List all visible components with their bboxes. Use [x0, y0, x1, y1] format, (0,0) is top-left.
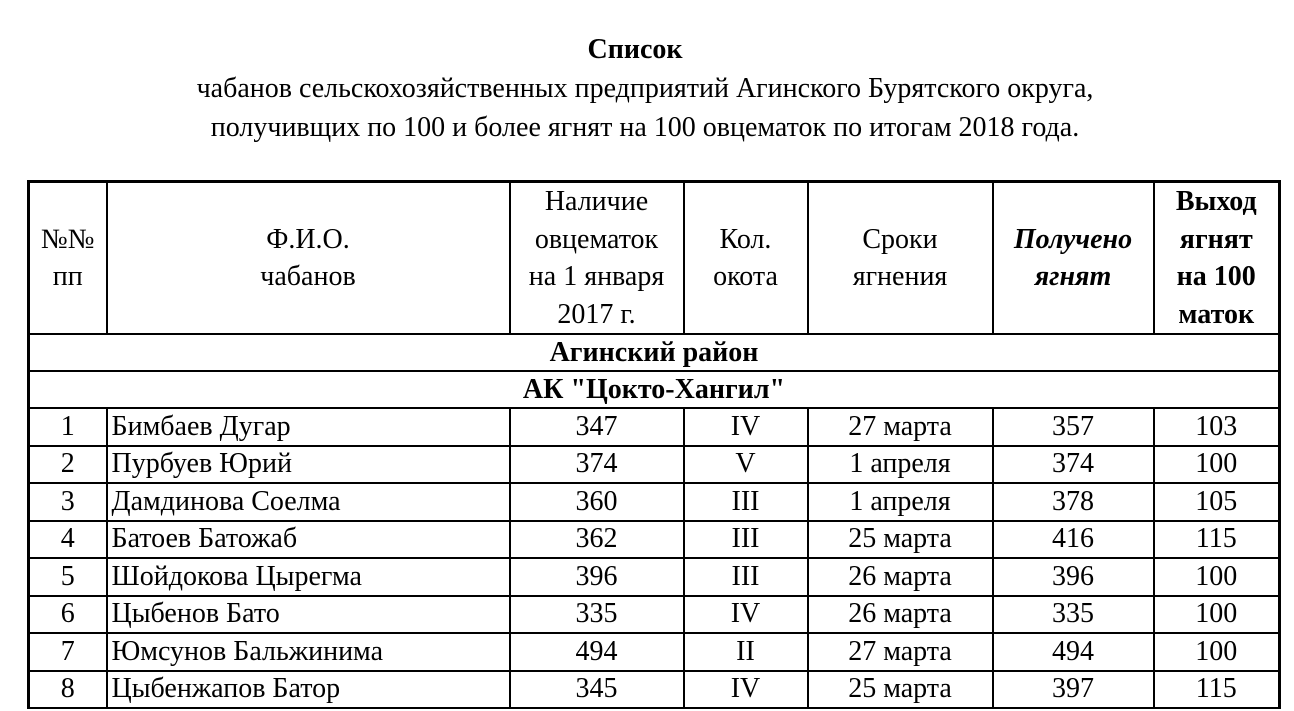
cell-ewes: 374 — [510, 446, 684, 484]
cell-date: 25 марта — [808, 671, 993, 709]
cell-name: Цыбенов Бато — [107, 596, 510, 634]
farm-row — [29, 371, 1280, 408]
cell-lambing: III — [684, 483, 808, 521]
cell-num: 7 — [29, 633, 107, 671]
header-yield-line3: на 100 — [1176, 261, 1256, 292]
cell-date: 26 марта — [808, 558, 993, 596]
cell-lambing: V — [684, 446, 808, 484]
cell-ewes: 362 — [510, 521, 684, 559]
cell-ewes: 335 — [510, 596, 684, 634]
header-lambs-line1: Получено — [1013, 223, 1133, 255]
header-yield-line2: ягнят — [1179, 223, 1253, 255]
document-title — [0, 30, 1294, 147]
cell-date: 26 марта — [808, 596, 993, 634]
cell-lambs: 357 — [993, 408, 1154, 446]
cell-ewes: 347 — [510, 408, 684, 446]
cell-num: 6 — [29, 596, 107, 634]
title-subtitle-line2: получивщих по 100 и более ягнят на 100 овцематок по итогам 2018 года. — [210, 112, 1080, 143]
header-ewes-line1: Наличие — [544, 186, 649, 217]
cell-lambing: IV — [684, 596, 808, 634]
table-row — [29, 446, 1280, 484]
header-lambing-line2: окота — [713, 261, 778, 292]
cell-yield: 115 — [1154, 521, 1280, 559]
table-row — [29, 671, 1280, 709]
cell-date: 27 марта — [808, 633, 993, 671]
header-dates — [808, 182, 993, 335]
cell-name: Бимбаев Дугар — [107, 408, 510, 446]
cell-yield: 105 — [1154, 483, 1280, 521]
cell-date: 1 апреля — [808, 483, 993, 521]
farm-title: АК "Цокто-Хангил" — [29, 371, 1280, 408]
cell-name: Юмсунов Бальжинима — [107, 633, 510, 671]
header-lambing-line1: Кол. — [719, 223, 772, 255]
cell-ewes: 360 — [510, 483, 684, 521]
cell-num: 2 — [29, 446, 107, 484]
cell-lambing: II — [684, 633, 808, 671]
cell-num: 4 — [29, 521, 107, 559]
cell-lambs: 416 — [993, 521, 1154, 559]
header-name — [107, 182, 510, 335]
table-row — [29, 633, 1280, 671]
district-title: Агинский район — [29, 334, 1280, 371]
cell-name: Пурбуев Юрий — [107, 446, 510, 484]
cell-lambs: 378 — [993, 483, 1154, 521]
cell-date: 27 марта — [808, 408, 993, 446]
header-ewes — [510, 182, 684, 335]
table-row — [29, 483, 1280, 521]
header-name-line2: чабанов — [260, 261, 356, 292]
cell-lambs: 335 — [993, 596, 1154, 634]
table-row — [29, 521, 1280, 559]
cell-lambing: IV — [684, 408, 808, 446]
header-ewes-line4: 2017 г. — [557, 298, 636, 330]
cell-ewes: 494 — [510, 633, 684, 671]
cell-num: 1 — [29, 408, 107, 446]
title-subtitle-line1: чабанов сельскохозяйственных предприятий Агинского Бурятского округа, — [196, 73, 1094, 104]
header-num-line2: пп — [52, 261, 83, 292]
cell-name: Батоев Батожаб — [107, 521, 510, 559]
cell-date: 25 марта — [808, 521, 993, 559]
cell-lambs: 374 — [993, 446, 1154, 484]
cell-date: 1 апреля — [808, 446, 993, 484]
header-name-line1: Ф.И.О. — [266, 223, 350, 255]
cell-yield: 100 — [1154, 446, 1280, 484]
header-ewes-line2: овцематок — [534, 223, 659, 255]
cell-ewes: 345 — [510, 671, 684, 709]
table-row — [29, 596, 1280, 634]
header-yield-line4: маток — [1178, 298, 1255, 330]
table-row — [29, 408, 1280, 446]
cell-name: Шойдокова Цырегма — [107, 558, 510, 596]
cell-lambing: IV — [684, 671, 808, 709]
cell-name: Дамдинова Соелма — [107, 483, 510, 521]
header-yield — [1154, 182, 1280, 335]
cell-yield: 100 — [1154, 596, 1280, 634]
header-yield-line1: Выход — [1175, 186, 1257, 217]
cell-lambs: 396 — [993, 558, 1154, 596]
header-lambs-line2: ягнят — [1034, 261, 1112, 292]
header-lambing — [684, 182, 808, 335]
cell-yield: 100 — [1154, 558, 1280, 596]
cell-ewes: 396 — [510, 558, 684, 596]
cell-yield: 115 — [1154, 671, 1280, 709]
shepherds-table — [27, 180, 1281, 709]
table-row — [29, 558, 1280, 596]
cell-name: Цыбенжапов Батор — [107, 671, 510, 709]
cell-lambing: III — [684, 558, 808, 596]
title-heading: Список — [587, 34, 683, 65]
cell-lambs: 397 — [993, 671, 1154, 709]
cell-lambs: 494 — [993, 633, 1154, 671]
district-row — [29, 334, 1280, 371]
header-row — [29, 182, 1280, 335]
header-lambs — [993, 182, 1154, 335]
cell-yield: 100 — [1154, 633, 1280, 671]
cell-lambing: III — [684, 521, 808, 559]
header-dates-line2: ягнения — [852, 261, 948, 292]
header-ewes-line3: на 1 января — [528, 261, 665, 292]
header-num — [29, 182, 107, 335]
cell-yield: 103 — [1154, 408, 1280, 446]
header-num-line1: №№ — [41, 223, 95, 255]
cell-num: 5 — [29, 558, 107, 596]
cell-num: 3 — [29, 483, 107, 521]
cell-num: 8 — [29, 671, 107, 709]
header-dates-line1: Сроки — [862, 223, 938, 255]
